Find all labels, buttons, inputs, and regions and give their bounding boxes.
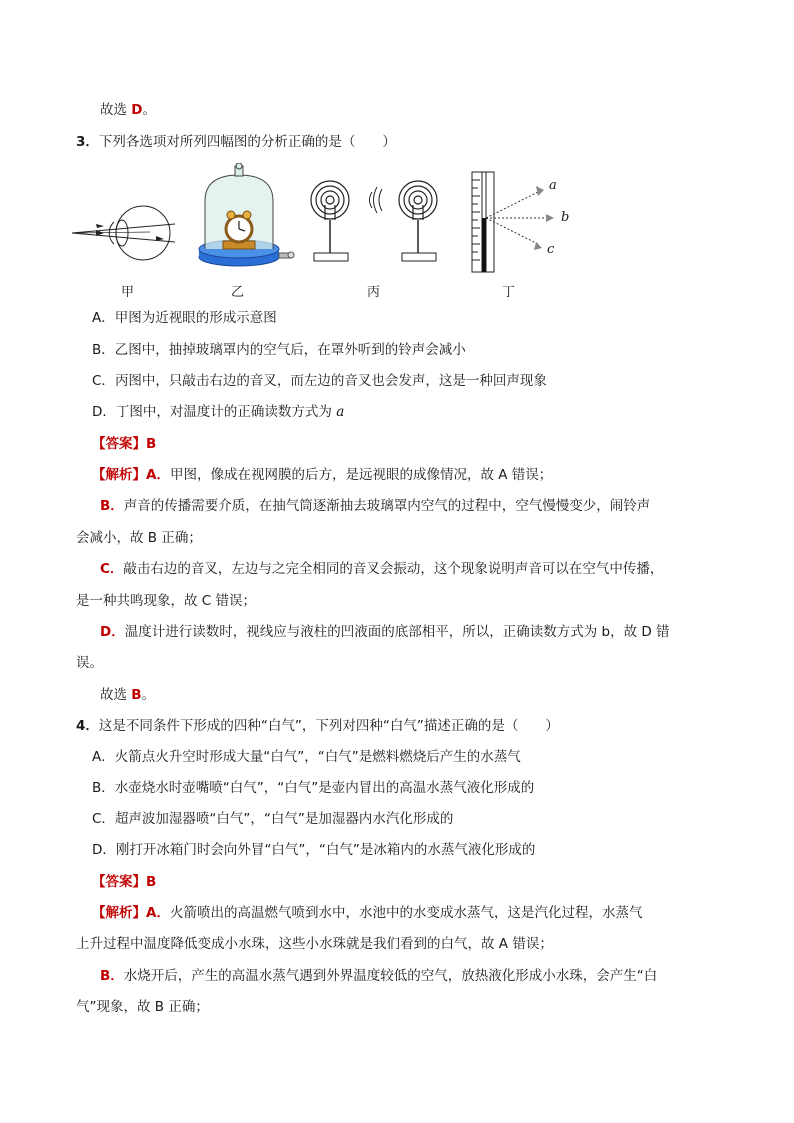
q3-option-d: D．丁图中，对温度计的正确读数方式为 a [92, 404, 345, 420]
label-b: b [561, 210, 570, 225]
q4-analysis-b-line1: B．水烧开后，产生的高温水蒸气遇到外界温度较低的空气，放热液化形成小水珠，会产生“白 [100, 968, 658, 984]
q4-option-c: C．超声波加湿器喷“白气”，“白气”是加湿器内水汽化形成的 [92, 811, 454, 827]
q4-option-d: D．刚打开冰箱门时会向外冒“白气”，“白气”是冰箱内的水蒸气液化形成的 [92, 842, 536, 858]
prev-conclusion: 故选 D。 [100, 102, 157, 118]
q3-option-b: B．乙图中，抽掉玻璃罩内的空气后，在罩外听到的铃声会减小 [92, 342, 466, 358]
q3-answer: 【答案】B [92, 436, 157, 452]
q3-analysis-c-line2: 是一种共鸣现象，故 C 错误； [76, 593, 257, 609]
label-a: a [549, 178, 557, 193]
label-c: c [547, 242, 555, 257]
q4-analysis-a-line2: 上升过程中温度降低变成小水珠，这些小水珠就是我们看到的白气，故 A 错误； [76, 936, 553, 952]
q4-option-b: B．水壶烧水时壶嘴喷“白气”，“白气”是壶内冒出的高温水蒸气液化形成的 [92, 780, 535, 796]
q3-option-a: A．甲图为近视眼的形成示意图 [92, 310, 277, 326]
q4-analysis-b-line2: 气”现象，故 B 正确； [76, 999, 209, 1015]
q3-conclusion: 故选 B。 [100, 687, 156, 703]
label-jia: 甲 [121, 285, 135, 300]
q4-option-a: A．火箭点火升空时形成大量“白气”，“白气”是燃料燃烧后产生的水蒸气 [92, 749, 521, 765]
q3-analysis-d-line2: 误。 [76, 655, 103, 671]
label-yi: 乙 [231, 285, 245, 300]
q4-answer: 【答案】B [92, 874, 157, 890]
label-bing: 丙 [367, 285, 381, 300]
q3-analysis-a: 【解析】A．甲图，像成在视网膜的后方，是远视眼的成像情况，故 A 错误； [92, 467, 553, 483]
figure-tuning-forks [310, 175, 440, 265]
figure-eye [70, 200, 175, 270]
q3-option-c: C．丙图中，只敲击右边的音叉，而左边的音叉也会发声，这是一种回声现象 [92, 373, 547, 389]
q4-analysis-a-line1: 【解析】A．火箭喷出的高温燃气喷到水中，水池中的水变成水蒸气，这是汽化过程，水蒸气 [92, 905, 643, 921]
q3-analysis-c-line1: C．敲击右边的音叉，左边与之完全相同的音叉会振动，这个现象说明声音可以在空气中传播， [100, 561, 664, 577]
label-ding: 丁 [502, 285, 516, 300]
figure-bell-jar [195, 163, 295, 273]
q4-stem: 4．这是不同条件下形成的四种“白气”，下列对四种“白气”描述正确的是（ ） [76, 718, 559, 734]
q3-stem: 3．下列各选项对所列四幅图的分析正确的是（ ） [76, 134, 396, 150]
q3-analysis-b-line2: 会减小，故 B 正确； [76, 530, 202, 546]
figure-thermometer [470, 170, 560, 275]
q3-analysis-b-line1: B．声音的传播需要介质，在抽气筒逐渐抽去玻璃罩内空气的过程中，空气慢慢变少，闹铃声 [100, 498, 651, 514]
q3-analysis-d-line1: D．温度计进行读数时，视线应与液柱的凹液面的底部相平，所以，正确读数方式为 b，故 D 错 [100, 624, 670, 640]
